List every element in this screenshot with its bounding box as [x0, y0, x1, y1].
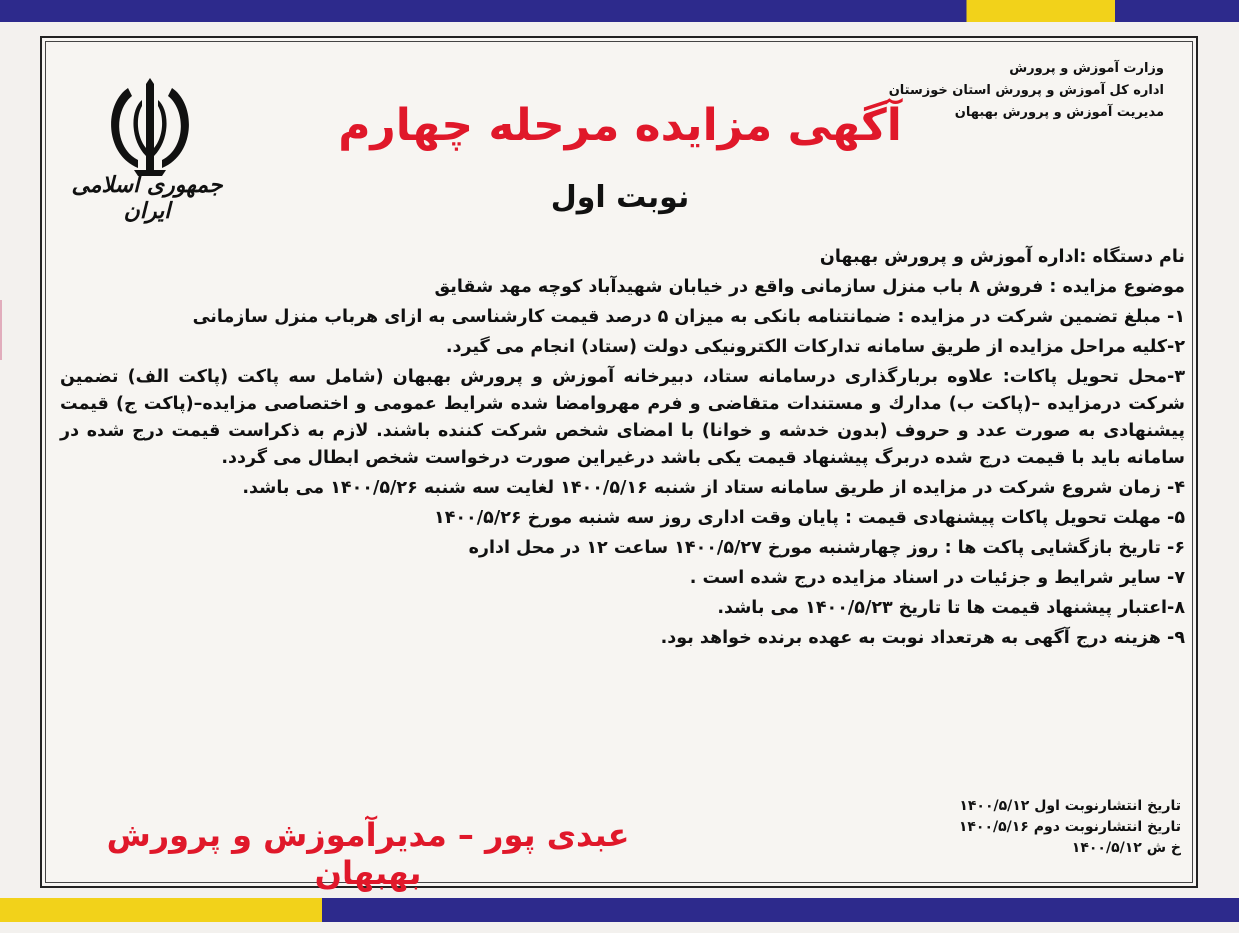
first-publication-date: تاریخ انتشارنوبت اول ۱۴۰۰/۵/۱۲	[959, 798, 1181, 814]
condition-item-2: ۲-کلیه مراحل مزایده از طریق سامانه تدارکات الکترونیکی دولت (ستاد) انجام می گیرد.	[445, 337, 1185, 357]
org-province-office: اداره کل آموزش و پرورش استان خوزستان	[888, 83, 1164, 98]
condition-item-5: ۵- مهلت تحویل پاکات پیشنهادی قیمت : پایان وقت اداری روز سه شنبه مورخ ۱۴۰۰/۵/۲۶	[434, 508, 1185, 528]
second-publication-date: تاریخ انتشارنوبت دوم ۱۴۰۰/۵/۱۶	[958, 819, 1181, 835]
iran-emblem-icon	[90, 70, 210, 180]
org-city-office: مدیریت آموزش و پرورش بهبهان	[954, 105, 1164, 120]
notice-title: آگهی مزایده مرحله چهارم	[338, 100, 902, 151]
margin-pen-mark	[0, 300, 12, 360]
subject-line: موضوع مزایده : فروش ۸ باب منزل سازمانی واقع در خیابان شهیدآباد کوچه مهد شقایق	[434, 277, 1185, 297]
bottom-color-stripe	[0, 898, 1239, 922]
condition-item-7: ۷- سایر شرایط و جزئیات در اسناد مزایده درج شده است .	[689, 568, 1185, 588]
condition-item-4: ۴- زمان شروع شرکت در مزایده از طریق سامانه ستاد از شنبه ۱۴۰۰/۵/۱۶ لغایت سه شنبه ۱۴۰۰/۵/۲۶ می باشد.	[242, 478, 1185, 498]
publication-dates	[881, 796, 1181, 859]
condition-item-1: ۱- مبلغ تضمین شرکت در مزایده : ضمانتنامه بانکی به میزان ۵ درصد قیمت کارشناسی به ازای هرباب منزل سازمانی	[192, 307, 1185, 327]
condition-item-8: ۸-اعتبار پیشنهاد قیمت ها تا تاریخ ۱۴۰۰/۵/۲۳ می باشد.	[717, 598, 1185, 618]
top-color-stripe	[0, 0, 1239, 22]
reference-code: خ ش ۱۴۰۰/۵/۱۲	[1071, 840, 1181, 856]
condition-item-9: ۹- هزینه درج آگهی به هرتعداد نوبت به عهده برنده خواهد بود.	[660, 628, 1185, 648]
publication-round: نوبت اول	[550, 180, 690, 215]
agency-line: نام دستگاه :اداره آموزش و پرورش بهبهان	[819, 247, 1185, 267]
signature-line: عبدی پور – مدیرآموزش و پرورش بهبهان	[106, 816, 630, 892]
org-ministry: وزارت آموزش و پرورش	[1009, 61, 1164, 76]
condition-item-3: ۳-محل تحویل پاکات: علاوه بربارگذاری درسامانه ستاد، دبیرخانه آموزش و پرورش بهبهان (شامل سه پاکت (پاکت الف) تضمین شرکت درمزایده –(پاکت ب) مدارك و مستندات متقاضی و فرم مهروامضا شده شرایط عمومی و اختصاصی مزایده–(پاکت ج) قیمت پیشنهادی به صورت عدد و حروف (بدون خدشه و خوانا) با امضای شخص شرکت کننده باشند. لازم به ذکراست قیمت درج شده در سامانه باید با قیمت درج شده دربرگ پیشنهاد قیمت یکی باشد درغیراین صورت درخواست شخص ابطال می گردد.	[60, 367, 1185, 468]
notice-body	[60, 244, 1185, 655]
condition-item-6: ۶- تاریخ بازگشایی پاکت ها : روز چهارشنبه مورخ ۱۴۰۰/۵/۲۷ ساعت ۱۲ در محل اداره	[468, 538, 1185, 558]
emblem-caption: جمهوری اسلامی ایران	[71, 172, 223, 224]
